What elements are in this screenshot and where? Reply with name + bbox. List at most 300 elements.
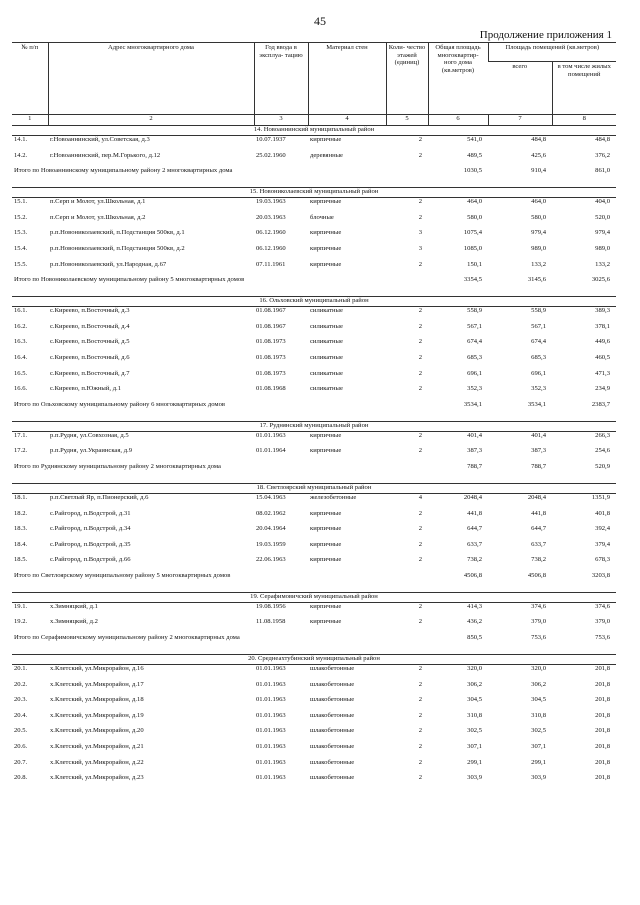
table-cell: 580,0 bbox=[531, 213, 546, 221]
table-cell: 16.4. bbox=[14, 353, 28, 361]
table-body bbox=[12, 126, 616, 790]
table-cell: 2048,4 bbox=[527, 493, 546, 501]
table-cell: 352,3 bbox=[531, 385, 546, 393]
table-cell: кирпичные bbox=[310, 431, 342, 439]
table-cell: 644,7 bbox=[467, 525, 482, 533]
table-cell: 310,8 bbox=[531, 711, 546, 719]
table-row bbox=[12, 323, 616, 339]
table-cell: 10.07.1937 bbox=[256, 136, 286, 143]
table-cell: с.Киреево, п.Восточный, д.4 bbox=[50, 322, 130, 330]
table-cell: 2 bbox=[418, 385, 422, 393]
column-number: 1 bbox=[12, 115, 48, 126]
table-row bbox=[12, 370, 616, 386]
total-row bbox=[12, 276, 616, 297]
table-cell: р.п.Новониколаевский, п.Подстанция 500кв, д.1 bbox=[50, 229, 185, 237]
column-number: 6 bbox=[428, 115, 488, 126]
table-cell: г.Новоаннинский, ул.Советская, д.3 bbox=[50, 136, 150, 143]
table-cell: силикатные bbox=[310, 353, 343, 361]
table-cell: кирпичные bbox=[310, 525, 342, 533]
header-no: № п/п bbox=[12, 43, 48, 115]
table-cell: кирпичные bbox=[310, 602, 342, 610]
column-number: 8 bbox=[552, 115, 616, 126]
table-cell: х.Клетский, ул.Микрорайон, д.23 bbox=[50, 774, 144, 782]
table-cell: 2048,4 bbox=[463, 493, 482, 501]
table-cell: 201,8 bbox=[595, 711, 610, 719]
table-cell: 644,7 bbox=[531, 525, 546, 533]
table-cell: 307,1 bbox=[531, 743, 546, 751]
table-cell: с.Киреево, п.Восточный, д.3 bbox=[50, 307, 130, 315]
table-cell: 696,1 bbox=[531, 369, 546, 377]
table-cell: 302,5 bbox=[467, 727, 482, 735]
header-premises-area: Площадь помещений (кв.метров) bbox=[488, 43, 616, 62]
table-cell: 201,8 bbox=[595, 696, 610, 704]
table-cell: 374,6 bbox=[531, 602, 546, 610]
section-title: 19. Серафимовичский муниципальный район bbox=[12, 592, 616, 602]
table-cell: 15.04.1963 bbox=[256, 493, 286, 501]
table-cell: 352,3 bbox=[467, 385, 482, 393]
table-cell: с.Киреево, п.Восточный, д.6 bbox=[50, 353, 130, 361]
table-row bbox=[12, 510, 616, 526]
table-cell: 374,6 bbox=[595, 602, 610, 610]
table-cell: 15.3. bbox=[14, 229, 28, 237]
table-cell: шлакобетонные bbox=[310, 727, 355, 735]
table-cell: блочные bbox=[310, 213, 334, 221]
table-cell: 01.08.1968 bbox=[256, 385, 286, 393]
table-cell: 201,8 bbox=[595, 743, 610, 751]
table-cell: 2 bbox=[418, 758, 422, 766]
table-cell: с.Райгород, п.Водстрой, д.66 bbox=[50, 556, 131, 564]
table-row bbox=[12, 136, 616, 152]
column-number: 2 bbox=[48, 115, 254, 126]
table-cell: п.Серп и Молот, ул.Школьная, д.2 bbox=[50, 213, 146, 221]
table-row bbox=[12, 541, 616, 557]
table-row bbox=[12, 198, 616, 214]
table-row bbox=[12, 229, 616, 245]
table-cell: 20.1. bbox=[14, 665, 28, 673]
table-cell: шлакобетонные bbox=[310, 696, 355, 704]
table-cell: 306,2 bbox=[531, 680, 546, 688]
table-cell: 541,0 bbox=[467, 136, 482, 143]
total-label: Итого по Руднянскому муниципальному району 2 многоквартирных дома bbox=[14, 462, 221, 470]
section-title: 17. Руднянский муниципальный район bbox=[12, 421, 616, 431]
header-material: Материал стен bbox=[308, 43, 386, 115]
table-cell: р.п.Новониколаевский, п.Подстанция 500кв, д.2 bbox=[50, 244, 185, 252]
header-address: Адрес многоквартирного дома bbox=[48, 43, 254, 115]
table-cell: 2 bbox=[418, 711, 422, 719]
total-value: 910,4 bbox=[531, 167, 546, 175]
table-cell: 18.4. bbox=[14, 540, 28, 548]
table-cell: 2 bbox=[418, 602, 422, 610]
table-cell: 460,5 bbox=[595, 353, 610, 361]
table-cell: шлакобетонные bbox=[310, 774, 355, 782]
header-floors: Коли- чество этажей (единиц) bbox=[386, 43, 428, 115]
table-cell: 11.08.1958 bbox=[256, 618, 286, 626]
table-row bbox=[12, 712, 616, 728]
column-number: 3 bbox=[254, 115, 308, 126]
table-cell: 1075,4 bbox=[463, 229, 482, 237]
table-cell: 2 bbox=[418, 338, 422, 346]
table-cell: 379,4 bbox=[595, 540, 610, 548]
total-value: 788,7 bbox=[467, 462, 482, 470]
table-cell: 01.01.1963 bbox=[256, 711, 286, 719]
table-cell: 17.1. bbox=[14, 431, 28, 439]
table-cell: 16.3. bbox=[14, 338, 28, 346]
table-cell: 738,2 bbox=[467, 556, 482, 564]
table-cell: 133,2 bbox=[595, 260, 610, 268]
table-cell: 401,4 bbox=[531, 431, 546, 439]
total-value: 861,0 bbox=[595, 167, 610, 175]
table-cell: 22.06.1963 bbox=[256, 556, 286, 564]
table-row bbox=[12, 696, 616, 712]
total-row bbox=[12, 167, 616, 188]
table-row bbox=[12, 447, 616, 463]
table-cell: кирпичные bbox=[310, 260, 342, 268]
table-row bbox=[12, 261, 616, 277]
table-cell: 19.2. bbox=[14, 618, 28, 626]
table-cell: 414,3 bbox=[467, 602, 482, 610]
section-title: 18. Светлоярский муниципальный район bbox=[12, 483, 616, 493]
table-cell: шлакобетонные bbox=[310, 743, 355, 751]
table-cell: кирпичные bbox=[310, 540, 342, 548]
table-cell: р.п.Рудня, ул.Украинская, д.9 bbox=[50, 447, 132, 455]
table-cell: кирпичные bbox=[310, 618, 342, 626]
table-cell: 01.01.1964 bbox=[256, 447, 286, 455]
table-cell: шлакобетонные bbox=[310, 758, 355, 766]
table-cell: 01.08.1973 bbox=[256, 353, 286, 361]
table-cell: 441,8 bbox=[531, 509, 546, 517]
table-cell: х.Клетский, ул.Микрорайон, д.22 bbox=[50, 758, 144, 766]
table-cell: 1351,9 bbox=[591, 493, 610, 501]
table-cell: 696,1 bbox=[467, 369, 482, 377]
table-cell: 1085,0 bbox=[463, 244, 482, 252]
table-cell: 685,3 bbox=[467, 353, 482, 361]
table-cell: 580,0 bbox=[467, 213, 482, 221]
table-cell: кирпичные bbox=[310, 136, 342, 143]
appendix-title: Продолжение приложения 1 bbox=[479, 29, 612, 41]
table-cell: кирпичные bbox=[310, 509, 342, 517]
table-row bbox=[12, 214, 616, 230]
table-cell: 304,5 bbox=[467, 696, 482, 704]
header-premises-living: в том числе жилых помещений bbox=[552, 62, 616, 115]
table-cell: 20.2. bbox=[14, 680, 28, 688]
table-cell: 01.01.1963 bbox=[256, 696, 286, 704]
table-cell: кирпичные bbox=[310, 198, 342, 206]
table-cell: 19.1. bbox=[14, 602, 28, 610]
total-value: 4506,8 bbox=[527, 571, 546, 579]
table-cell: 678,3 bbox=[595, 556, 610, 564]
table-row bbox=[12, 602, 616, 618]
total-label: Итого по Новоаннинскому муниципальному району 2 многоквартирных дома bbox=[14, 167, 233, 175]
table-cell: р.п.Новониколаевский, ул.Народная, д.67 bbox=[50, 260, 167, 268]
header-year: Год ввода в эксплуа- тацию bbox=[254, 43, 308, 115]
table-cell: 14.1. bbox=[14, 136, 28, 143]
total-row bbox=[12, 463, 616, 484]
housing-register-table bbox=[12, 42, 616, 790]
table-cell: 133,2 bbox=[531, 260, 546, 268]
table-cell: 376,2 bbox=[595, 151, 610, 159]
table-cell: 201,8 bbox=[595, 680, 610, 688]
table-cell: 2 bbox=[418, 447, 422, 455]
total-value: 788,7 bbox=[531, 462, 546, 470]
table-cell: 979,4 bbox=[595, 229, 610, 237]
table-cell: с.Киреево, п.Южный, д.1 bbox=[50, 385, 121, 393]
table-cell: 387,3 bbox=[467, 447, 482, 455]
table-cell: 464,0 bbox=[531, 198, 546, 206]
total-value: 2383,7 bbox=[591, 400, 610, 408]
table-cell: 303,9 bbox=[531, 774, 546, 782]
table-cell: 685,3 bbox=[531, 353, 546, 361]
table-cell: 520,0 bbox=[595, 213, 610, 221]
total-row bbox=[12, 401, 616, 422]
table-row bbox=[12, 307, 616, 323]
table-cell: 20.6. bbox=[14, 743, 28, 751]
table-cell: х.Клетский, ул.Микрорайон, д.21 bbox=[50, 743, 144, 751]
table-cell: 484,8 bbox=[595, 136, 610, 143]
column-number: 7 bbox=[488, 115, 552, 126]
table-cell: 674,4 bbox=[467, 338, 482, 346]
table-row bbox=[12, 493, 616, 509]
total-label: Итого по Серафимовичскому муниципальному району 2 многоквартирных дома bbox=[14, 634, 240, 642]
table-cell: 20.03.1963 bbox=[256, 213, 286, 221]
table-cell: 2 bbox=[418, 151, 422, 159]
table-cell: 01.08.1973 bbox=[256, 338, 286, 346]
header-premises-total: всего bbox=[488, 62, 552, 115]
table-cell: железобетонные bbox=[310, 493, 357, 501]
table-cell: 2 bbox=[418, 431, 422, 439]
table-cell: х.Клетский, ул.Микрорайон, д.19 bbox=[50, 711, 144, 719]
table-cell: 2 bbox=[418, 727, 422, 735]
total-label: Итого по Новониколаевскому муниципальному району 5 многоквартирных домов bbox=[14, 276, 245, 284]
table-cell: 989,0 bbox=[531, 244, 546, 252]
column-number: 5 bbox=[386, 115, 428, 126]
table-cell: 738,2 bbox=[531, 556, 546, 564]
table-cell: 01.01.1963 bbox=[256, 774, 286, 782]
table-cell: шлакобетонные bbox=[310, 680, 355, 688]
table-cell: 299,1 bbox=[531, 758, 546, 766]
table-cell: х.Зимняцкий, д.2 bbox=[50, 618, 98, 626]
table-row bbox=[12, 727, 616, 743]
table-cell: 2 bbox=[418, 665, 422, 673]
total-value: 520,9 bbox=[595, 462, 610, 470]
total-value: 3534,1 bbox=[527, 400, 546, 408]
table-row bbox=[12, 665, 616, 681]
total-value: 3145,6 bbox=[527, 276, 546, 284]
table-cell: 633,7 bbox=[467, 540, 482, 548]
table-cell: 254,6 bbox=[595, 447, 610, 455]
table-cell: 16.1. bbox=[14, 307, 28, 315]
total-value: 4506,8 bbox=[463, 571, 482, 579]
table-cell: х.Клетский, ул.Микрорайон, д.18 bbox=[50, 696, 144, 704]
table-cell: 16.6. bbox=[14, 385, 28, 393]
table-cell: 16.5. bbox=[14, 369, 28, 377]
table-cell: кирпичные bbox=[310, 447, 342, 455]
table-cell: деревянные bbox=[310, 151, 343, 159]
table-cell: 2 bbox=[418, 307, 422, 315]
section-title: 16. Ольховский муниципальный район bbox=[12, 297, 616, 307]
table-cell: 266,3 bbox=[595, 431, 610, 439]
table-row bbox=[12, 152, 616, 168]
table-cell: 320,0 bbox=[531, 665, 546, 673]
table-cell: 484,8 bbox=[531, 136, 546, 143]
table-cell: 2 bbox=[418, 213, 422, 221]
table-cell: 201,8 bbox=[595, 774, 610, 782]
total-value: 3354,5 bbox=[463, 276, 482, 284]
table-cell: 18.5. bbox=[14, 556, 28, 564]
table-cell: 310,8 bbox=[467, 711, 482, 719]
total-value: 3025,6 bbox=[591, 276, 610, 284]
table-cell: 387,3 bbox=[531, 447, 546, 455]
column-number: 4 bbox=[308, 115, 386, 126]
table-cell: 15.2. bbox=[14, 213, 28, 221]
table-cell: 2 bbox=[418, 369, 422, 377]
total-row bbox=[12, 634, 616, 655]
table-cell: 307,1 bbox=[467, 743, 482, 751]
table-cell: кирпичные bbox=[310, 244, 342, 252]
table-cell: 401,4 bbox=[467, 431, 482, 439]
table-row bbox=[12, 743, 616, 759]
table-cell: 303,9 bbox=[467, 774, 482, 782]
table-cell: г.Новоаннинский, пер.М.Горького, д.12 bbox=[50, 151, 161, 159]
table-cell: х.Клетский, ул.Микрорайон, д.17 bbox=[50, 680, 144, 688]
table-cell: с.Киреево, п.Восточный, д.7 bbox=[50, 369, 130, 377]
table-cell: 19.08.1956 bbox=[256, 602, 286, 610]
table-cell: р.п.Светлый Яр, п.Пионерский, д.6 bbox=[50, 493, 149, 501]
table-cell: 674,4 bbox=[531, 338, 546, 346]
table-cell: 01.08.1967 bbox=[256, 307, 286, 315]
table-cell: кирпичные bbox=[310, 556, 342, 564]
table-cell: 01.01.1963 bbox=[256, 680, 286, 688]
table-cell: 01.01.1963 bbox=[256, 727, 286, 735]
table-cell: 19.03.1963 bbox=[256, 198, 286, 206]
table-row bbox=[12, 525, 616, 541]
table-cell: 15.5. bbox=[14, 260, 28, 268]
table-cell: х.Клетский, ул.Микрорайон, д.20 bbox=[50, 727, 144, 735]
table-cell: 20.8. bbox=[14, 774, 28, 782]
table-cell: 567,1 bbox=[531, 322, 546, 330]
table-cell: 20.04.1964 bbox=[256, 525, 286, 533]
total-value: 3203,8 bbox=[591, 571, 610, 579]
table-cell: с.Райгород, п.Водстрой, д.34 bbox=[50, 525, 131, 533]
table-header bbox=[12, 43, 616, 126]
table-cell: силикатные bbox=[310, 369, 343, 377]
table-cell: 01.01.1963 bbox=[256, 758, 286, 766]
table-cell: 18.2. bbox=[14, 509, 28, 517]
table-cell: 2 bbox=[418, 525, 422, 533]
table-cell: 20.4. bbox=[14, 711, 28, 719]
table-cell: 3 bbox=[418, 244, 422, 252]
total-row bbox=[12, 572, 616, 593]
table-cell: силикатные bbox=[310, 322, 343, 330]
table-row bbox=[12, 556, 616, 572]
table-cell: х.Клетский, ул.Микрорайон, д.16 bbox=[50, 665, 144, 673]
table-cell: силикатные bbox=[310, 307, 343, 315]
table-cell: 07.11.1961 bbox=[256, 260, 286, 268]
table-cell: 2 bbox=[418, 774, 422, 782]
table-cell: 01.08.1967 bbox=[256, 322, 286, 330]
table-cell: 18.1. bbox=[14, 493, 28, 501]
table-cell: 2 bbox=[418, 353, 422, 361]
table-cell: с.Киреево, п.Восточный, д.5 bbox=[50, 338, 130, 346]
table-cell: 08.02.1962 bbox=[256, 509, 286, 517]
table-cell: х.Зимняцкий, д.1 bbox=[50, 602, 98, 610]
total-value: 1030,5 bbox=[463, 167, 482, 175]
table-cell: 389,3 bbox=[595, 307, 610, 315]
total-label: Итого по Светлоярскому муниципальному району 5 многоквартирных домов bbox=[14, 571, 231, 579]
table-cell: 989,0 bbox=[595, 244, 610, 252]
table-cell: 436,2 bbox=[467, 618, 482, 626]
table-cell: 489,5 bbox=[467, 151, 482, 159]
section-title: 15. Новониколаевский муниципальный район bbox=[12, 188, 616, 198]
table-row bbox=[12, 774, 616, 790]
table-row bbox=[12, 245, 616, 261]
table-cell: 302,5 bbox=[531, 727, 546, 735]
table-cell: 449,6 bbox=[595, 338, 610, 346]
table-cell: 2 bbox=[418, 540, 422, 548]
table-cell: 979,4 bbox=[531, 229, 546, 237]
table-cell: шлакобетонные bbox=[310, 665, 355, 673]
table-cell: 299,1 bbox=[467, 758, 482, 766]
total-value: 850,5 bbox=[467, 634, 482, 642]
table-cell: шлакобетонные bbox=[310, 711, 355, 719]
table-cell: 150,1 bbox=[467, 260, 482, 268]
total-value: 3534,1 bbox=[463, 400, 482, 408]
table-cell: 20.7. bbox=[14, 758, 28, 766]
table-cell: 378,1 bbox=[595, 322, 610, 330]
table-cell: 304,5 bbox=[531, 696, 546, 704]
table-cell: 2 bbox=[418, 680, 422, 688]
table-row bbox=[12, 385, 616, 401]
section-title: 20. Среднеахтубинский муниципальный район bbox=[12, 655, 616, 665]
header-total-area: Общая площадь многоквартир- ного дома (кв.метров) bbox=[428, 43, 488, 115]
table-cell: 01.01.1963 bbox=[256, 431, 286, 439]
table-cell: 4 bbox=[418, 493, 422, 501]
table-row bbox=[12, 681, 616, 697]
table-cell: 558,9 bbox=[467, 307, 482, 315]
table-cell: п.Серп и Молот, ул.Школьная, д.1 bbox=[50, 198, 146, 206]
table-cell: с.Райгород, п.Водстрой, д.31 bbox=[50, 509, 131, 517]
table-cell: 15.4. bbox=[14, 244, 28, 252]
table-cell: 20.3. bbox=[14, 696, 28, 704]
table-cell: кирпичные bbox=[310, 229, 342, 237]
table-cell: 441,8 bbox=[467, 509, 482, 517]
table-cell: 01.01.1963 bbox=[256, 743, 286, 751]
table-cell: 20.5. bbox=[14, 727, 28, 735]
table-row bbox=[12, 354, 616, 370]
table-cell: 425,6 bbox=[531, 151, 546, 159]
total-value: 753,6 bbox=[595, 634, 610, 642]
table-row bbox=[12, 431, 616, 447]
table-cell: 2 bbox=[418, 198, 422, 206]
table-cell: 16.2. bbox=[14, 322, 28, 330]
table-cell: 567,1 bbox=[467, 322, 482, 330]
table-cell: 2 bbox=[418, 322, 422, 330]
table-cell: 320,0 bbox=[467, 665, 482, 673]
table-cell: 18.3. bbox=[14, 525, 28, 533]
table-cell: 306,2 bbox=[467, 680, 482, 688]
table-cell: 201,8 bbox=[595, 665, 610, 673]
table-cell: 404,0 bbox=[595, 198, 610, 206]
table-cell: 17.2. bbox=[14, 447, 28, 455]
table-cell: 464,0 bbox=[467, 198, 482, 206]
page-number: 45 bbox=[314, 14, 326, 28]
table-cell: 379,0 bbox=[595, 618, 610, 626]
total-label: Итого по Ольховскому муниципальному району 6 многоквартирных домов bbox=[14, 400, 225, 408]
table-cell: 15.1. bbox=[14, 198, 28, 206]
table-cell: 633,7 bbox=[531, 540, 546, 548]
table-row bbox=[12, 618, 616, 634]
table-cell: 2 bbox=[418, 136, 422, 143]
table-cell: 2 bbox=[418, 696, 422, 704]
